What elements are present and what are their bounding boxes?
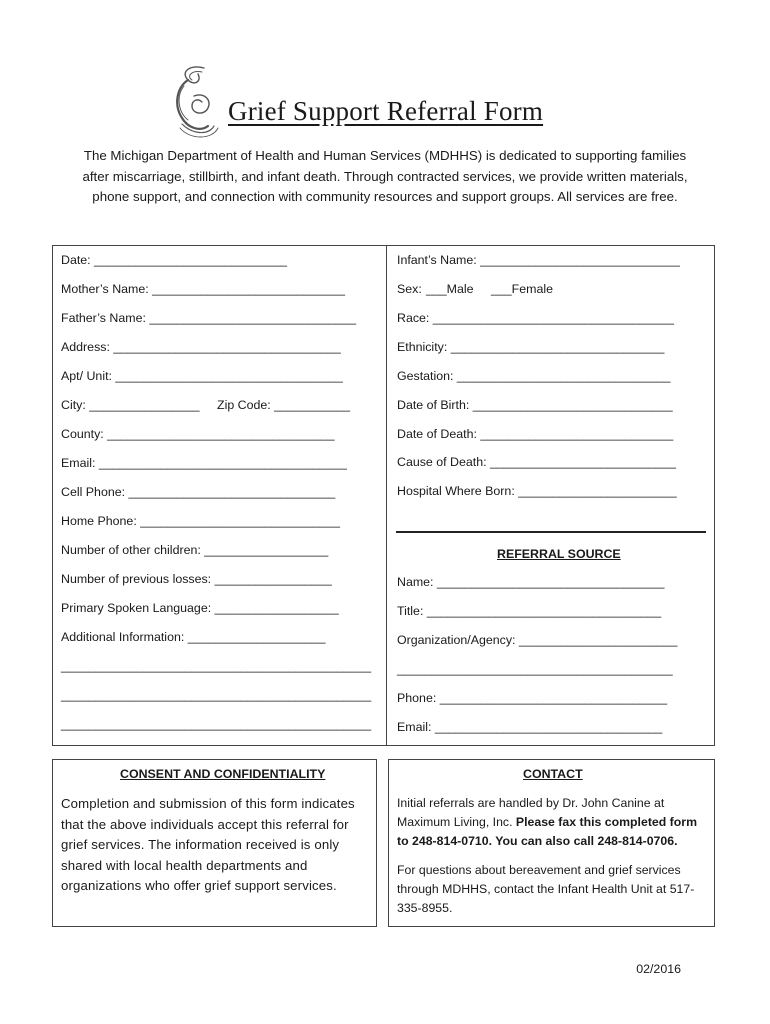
date-of-death-field[interactable]: Date of Death: ____________________________ bbox=[397, 427, 674, 441]
contact-text-lead: Initial referrals are handled by Dr. John Canine at Maximum Living, Inc. bbox=[397, 796, 665, 829]
infants-name-field[interactable]: Infant’s Name: _____________________________ bbox=[397, 253, 680, 267]
email-field[interactable]: Email: ____________________________________ bbox=[61, 456, 347, 470]
contact-text bbox=[397, 794, 707, 851]
zip-code-field[interactable]: Zip Code: ___________ bbox=[217, 398, 350, 412]
primary-language-field[interactable]: Primary Spoken Language: __________________ bbox=[61, 601, 339, 615]
mothers-name-field[interactable]: Mother’s Name: ____________________________ bbox=[61, 282, 346, 296]
additional-info-line-2[interactable]: _____________________________________________ bbox=[61, 688, 372, 702]
address-field[interactable]: Address: _________________________________ bbox=[61, 340, 341, 354]
previous-losses-field[interactable]: Number of previous losses: _________________ bbox=[61, 572, 332, 586]
date-of-birth-field[interactable]: Date of Birth: _____________________________ bbox=[397, 398, 673, 412]
fathers-name-field[interactable]: Father’s Name: ______________________________ bbox=[61, 311, 357, 325]
referral-title-field[interactable]: Title: __________________________________ bbox=[397, 604, 662, 618]
additional-info-field[interactable]: Additional Information: ____________________ bbox=[61, 630, 326, 644]
hospital-field[interactable]: Hospital Where Born: _______________________ bbox=[397, 484, 677, 498]
consent-heading: CONSENT AND CONFIDENTIALITY bbox=[120, 767, 326, 781]
contact-mdhhs-text: For questions about bereavement and grief services through MDHHS, contact the Infant Health Unit at 517-335-8955. bbox=[397, 863, 695, 915]
form-revision-date: 02/2016 bbox=[636, 962, 681, 976]
contact-heading: CONTACT bbox=[523, 767, 583, 781]
additional-info-line-1[interactable]: _____________________________________________ bbox=[61, 659, 372, 673]
consent-text: Completion and submission of this form indicates that the above individuals accept this referral for grief services. The information received is only shared with local health departments and organizations who offer grief support services. bbox=[61, 796, 355, 894]
cause-of-death-field[interactable]: Cause of Death: ___________________________ bbox=[397, 455, 677, 469]
referral-organization-field[interactable]: Organization/Agency: _______________________ bbox=[397, 633, 678, 647]
home-phone-field[interactable]: Home Phone: _____________________________ bbox=[61, 514, 341, 528]
other-children-field[interactable]: Number of other children: __________________ bbox=[61, 543, 329, 557]
gestation-field[interactable]: Gestation: _______________________________ bbox=[397, 369, 671, 383]
additional-info-line-3[interactable]: _____________________________________________ bbox=[61, 717, 372, 731]
race-field[interactable]: Race: ___________________________________ bbox=[397, 311, 674, 325]
ethnicity-field[interactable]: Ethnicity: _______________________________ bbox=[397, 340, 665, 354]
city-field[interactable]: City: ________________ bbox=[61, 398, 200, 412]
sex-female-option[interactable]: ___Female bbox=[491, 282, 553, 296]
apt-unit-field[interactable]: Apt/ Unit: _________________________________ bbox=[61, 369, 343, 383]
section-divider bbox=[396, 531, 706, 533]
form-title: Grief Support Referral Form bbox=[228, 96, 544, 126]
column-divider bbox=[386, 245, 387, 746]
cell-phone-field[interactable]: Cell Phone: ______________________________ bbox=[61, 485, 336, 499]
referral-email-field[interactable]: Email: _________________________________ bbox=[397, 720, 663, 734]
date-field[interactable]: Date: ____________________________ bbox=[61, 253, 288, 267]
sex-label: Sex: bbox=[397, 282, 422, 296]
mother-child-logo-icon bbox=[168, 62, 224, 140]
referral-phone-field[interactable]: Phone: _________________________________ bbox=[397, 691, 668, 705]
sex-male-option[interactable]: ___Male bbox=[426, 282, 474, 296]
referral-organization-line[interactable]: ________________________________________ bbox=[397, 662, 673, 676]
intro-paragraph: The Michigan Department of Health and Human Services (MDHHS) is dedicated to supporting families after miscarriage, stillbirth, and infant death. Through contracted services, we provide written materials, phone support, and connection with community resources and support groups. All services are free. bbox=[82, 148, 688, 204]
referral-source-heading: REFERRAL SOURCE bbox=[497, 547, 621, 561]
referral-name-field[interactable]: Name: _________________________________ bbox=[397, 575, 665, 589]
county-field[interactable]: County: _________________________________ bbox=[61, 427, 335, 441]
contact-fax-instructions: Please fax this completed form to 248-814-0710. You can also call 248-814-0706. bbox=[397, 815, 698, 848]
